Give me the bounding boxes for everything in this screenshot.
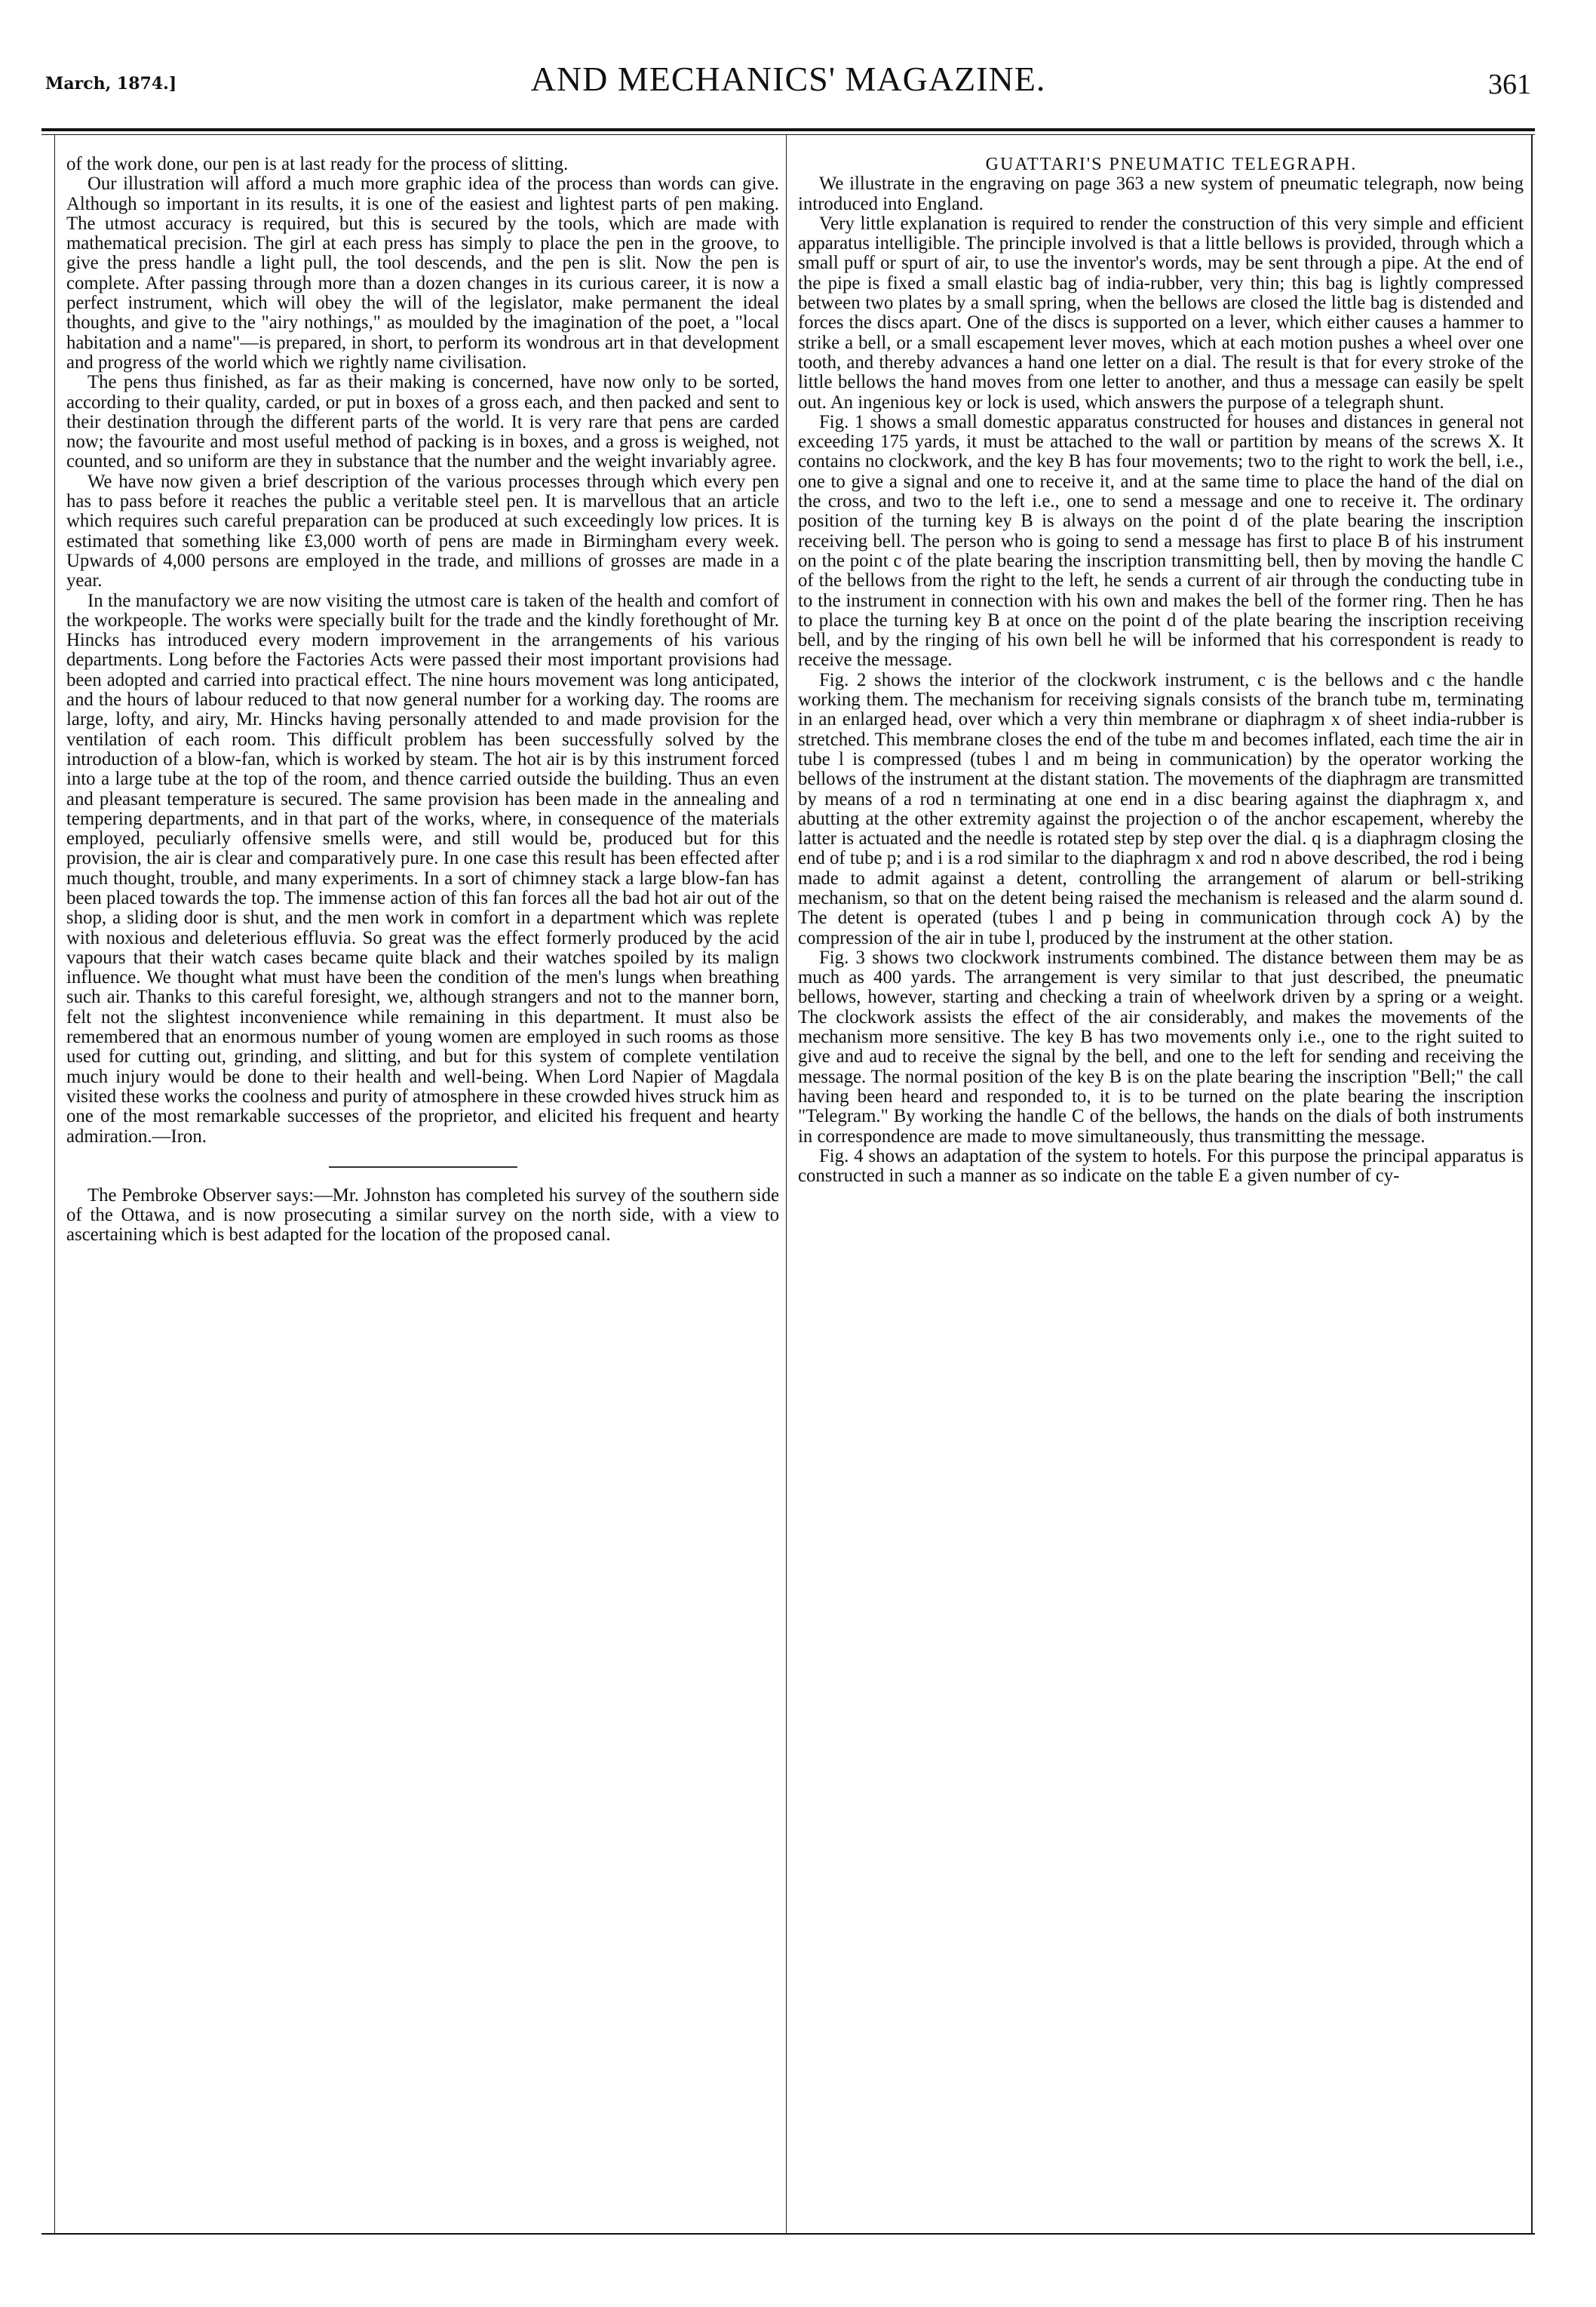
paragraph: of the work done, our pen is at last ready for the process of slitting. <box>66 154 569 174</box>
left-margin-rule <box>54 134 55 2233</box>
header-rule-thin <box>41 134 1535 135</box>
right-margin-rule <box>1531 134 1533 2233</box>
paragraph: Very little explanation is required to render the construction of this very simple and efficient apparatus intelligible. The principle involved is that a little bellows is provided, through which a small puff or spurt of air, to use the inventor's words, may be sent through a pipe. At the end of the pipe is fixed a small elastic bag of india-rubber, very thin; this bag is lightly compressed between two plates by a small spring, when the bellows are closed the little bag is distended and forces the discs apart. One of the discs is supported on a lever, which either causes a hammer to strike a bell, or a small escapement lever moves, which at each motion pushes a wheel over one tooth, and thereby advances a hand one letter on a dial. The result is that for every stroke of the little bellows the hand moves from one letter to another, and thus a message can easily be spelt out. An ingenious key or lock is used, which answers the purpose of a telegraph shunt. <box>798 213 1524 413</box>
column-divider <box>786 134 787 2233</box>
magazine-title: AND MECHANICS' MAGAZINE. <box>530 60 1046 98</box>
page-number: 361 <box>1488 69 1531 100</box>
section-divider <box>329 1166 517 1168</box>
paragraph: Fig. 1 shows a small domestic apparatus constructed for houses and distances in general not exceeding 175 yards, it must be attached to the wall or partition by means of the screws X. It contains no clockwork, and the key B has four movements; two to the right to work the bell, i.e., one to give a signal and one to receive it, and at the same time to place the hand of the dial on the cross, and two to the left i.e., one to send a message and one to receive it. The ordinary position of the turning key B is always on the point d of the plate bearing the inscription receiving bell. The person who is going to send a message has first to place B of his instrument on the point c of the plate bearing the inscription transmitting bell, then by moving the handle C of the bellows from the right to the left, he sends a current of air through the conducting tube in to the instrument in connection with his own and makes the bell of the former ring. Then he has to place the turning key B at once on the point d of the plate bearing the inscription receiving bell, and by the ringing of his own bell he will be informed that his correspondent is ready to receive the message. <box>798 411 1524 671</box>
paragraph: Fig. 4 shows an adaptation of the system to hotels. For this purpose the principal apparatus is constructed in such a manner as so indicate on the table E a given number of cy- <box>798 1145 1524 1187</box>
header-rule <box>41 128 1535 131</box>
right-column <box>798 155 1524 1186</box>
paragraph: Fig. 3 shows two clockwork instruments combined. The distance between them may be as much as 400 yards. The arrangement is very similar to that just described, the pneumatic bellows, however, starting and checking a train of wheelwork driven by a spring or a weight. The clockwork assists the effect of the air considerably, and makes the movements of the mechanism more sensitive. The key B has two movements only i.e., one to the right suited to give and aud to receive the signal by the bell, and one to the left for sending and receiving the message. The normal position of the key B is on the plate bearing the inscription "Bell;" the call having been heard and responded to, it is to be turned on the plate bearing the inscription "Telegram." By working the handle C of the bellows, the hands on the dials of both instruments in correspondence are made to move simultaneously, thus transmitting the message. <box>798 947 1524 1147</box>
news-note: The Pembroke Observer says:—Mr. Johnston has completed his survey of the southern side of the Ottawa, and is now prosecuting a similar survey on the north side, with a view to ascertaining which is best adapted for the location of the proposed canal. <box>66 1184 779 1246</box>
paragraph: In the manufactory we are now visiting the utmost care is taken of the health and comfort of the workpeople. The works were specially built for the trade and the kindly forethought of Mr. Hincks has introduced every modern improvement in the arrangements of his various departments. Long before the Factories Acts were passed their most important provisions had been adopted and carried into practical effect. The nine hours movement was long anticipated, and the hours of labour reduced to that now general number for a working day. The rooms are large, lofty, and airy, Mr. Hincks having personally attended to and made provision for the ventilation of each room. This difficult problem has been successfully solved by the introduction of a blow-fan, which is worked by steam. The hot air is by this instrument forced into a large tube at the top of the room, and thence carried outside the building. Thus an even and pleasant temperature is secured. The same provision has been made in the annealing and tempering departments, and in that part of the works, where, in consequence of the materials employed, peculiarly offensive smells were, and still would be, produced but for this provision, the air is clear and comparatively pure. In one case this result has been effected after much thought, trouble, and many experiments. In a sort of chimney stack a large blow-fan has been placed towards the top. The immense action of this fan forces all the bad hot air out of the shop, a sliding door is shut, and the men work in comfort in a department which was replete with noxious and deleterious effluvia. So great was the effect formerly produced by the acid vapours that their watch cases became quite black and their watches spoiled by its malign influence. We thought what must have been the condition of the men's lungs when breathing such air. Thanks to this careful foresight, we, although strangers and not to the manner born, felt not the slightest inconvenience while remaining in this department. It must also be remembered that an enormous number of young women are employed in such rooms as those used for cutting out, grinding, and slitting, and but for this system of complete ventilation much injury would be done to their health and well-being. When Lord Napier of Magdala visited these works the coolness and purity of atmosphere in these crowded hives struck him as one of the most remarkable successes of the proprietor, and elicited his frequent and hearty admiration.—Iron. <box>66 590 779 1147</box>
left-column <box>66 155 779 1246</box>
paragraph: Fig. 2 shows the interior of the clockwork instrument, c is the bellows and c the handle working them. The mechanism for receiving signals consists of the branch tube m, terminating in an enlarged head, over which a very thin membrane or diaphragm x of sheet india-rubber is stretched. This membrane closes the end of the tube m and becomes inflated, each time the air in tube l is compressed (tubes l and m being in communication) by the operator working the bellows of the instrument at the distant station. The movements of the diaphragm are transmitted by means of a rod n terminating at one end in a disc bearing against the diaphragm x, and abutting at the other extremity against the projection o of the anchor escapement, whereby the latter is actuated and the needle is rotated step by step over the dial. q is a diaphragm closing the end of tube p; and i is a rod similar to the diaphragm x and rod n above described, the rod i being made to admit against a detent, controlling the arrangement of alarum or bell-striking mechanism, so that on the detent being raised the mechanism is released and the alarm sound d. The detent is operated (tubes l and p being in communication through cock A) by the compression of the air in tube l, produced by the instrument at the other station. <box>798 669 1524 948</box>
article-title: GUATTARI'S PNEUMATIC TELEGRAPH. <box>985 155 1358 174</box>
paragraph: Our illustration will afford a much more graphic idea of the process than words can give. Although so important in its results, it is one of the easiest and lightest parts of pen making. The utmost accuracy is required, but this is secured by the tools, which are made with mathematical precision. The girl at each press has simply to place the pen in the groove, to give the press handle a light pull, the tool descends, and the pen is slit. Now the pen is complete. After passing through more than a dozen changes in its curious career, it is now a perfect instrument, which will obey the will of the legislator, make permanent the ideal thoughts, and give to the "airy nothings," as moulded by the imagination of the poet, a "local habitation and a name"—is prepared, in short, to perform its wondrous art in that development and progress of the world which we rightly name civilisation. <box>66 174 779 373</box>
paragraph: We illustrate in the engraving on page 363 a new system of pneumatic telegraph, now being introduced into England. <box>798 174 1524 214</box>
footer-rule <box>41 2233 1535 2235</box>
page-header <box>45 53 1531 121</box>
paragraph: We have now given a brief description of the various processes through which every pen has to pass before it reaches the public a veritable steel pen. It is marvellous that an article which requires such careful preparation can be produced at such exceedingly low prices. It is estimated that something like £3,000 worth of pens are made in Birmingham every week. Upwards of 4,000 persons are employed in the trade, and millions of grosses are made in a year. <box>66 471 779 591</box>
issue-date: March, 1874.] <box>45 74 177 94</box>
paragraph: The pens thus finished, as far as their making is concerned, have now only to be sorted, according to their quality, carded, or put in boxes of a gross each, and then packed and sent to their destination through the different parts of the world. It is very rare that pens are carded now; the favourite and most useful method of packing is in boxes, and a gross is weighed, not counted, and so uniform are they in substance that the number and the weight invariably agree. <box>66 372 779 472</box>
